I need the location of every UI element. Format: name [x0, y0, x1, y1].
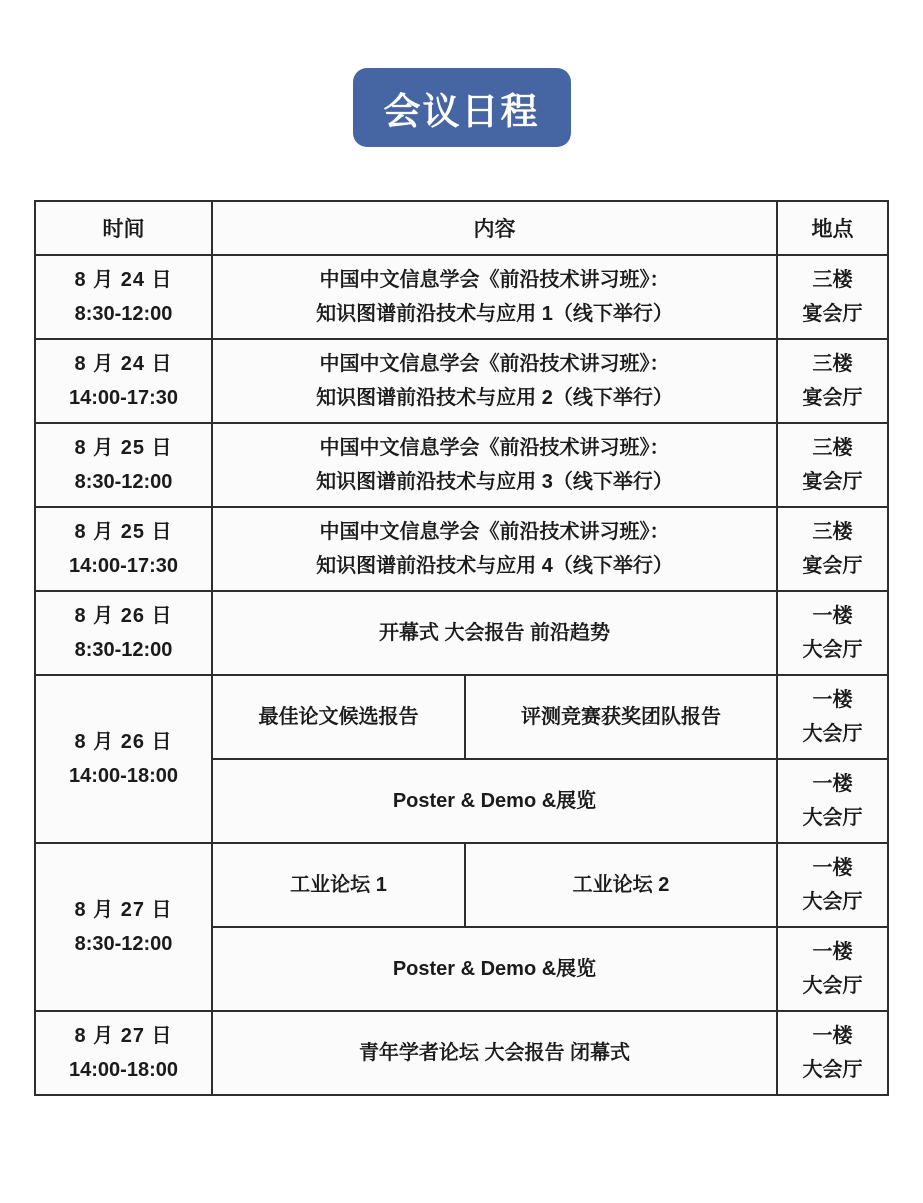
location-line: 三楼	[812, 437, 853, 459]
location-line: 宴会厅	[802, 471, 863, 493]
content-cell	[212, 507, 777, 591]
location-line: 大会厅	[802, 639, 863, 661]
time-range-text: 8:30-12:00	[74, 933, 173, 955]
location-line: 大会厅	[802, 975, 863, 997]
location-line: 一楼	[812, 605, 853, 627]
content-cell-left	[212, 843, 465, 927]
content-cell	[212, 339, 777, 423]
location-line: 大会厅	[802, 807, 863, 829]
location-cell	[777, 675, 888, 759]
location-cell	[777, 339, 888, 423]
location-line: 宴会厅	[802, 555, 863, 577]
location-line: 一楼	[812, 941, 853, 963]
table-row	[35, 591, 888, 675]
content-cell-right	[465, 675, 777, 759]
time-range-text: 14:00-18:00	[69, 765, 178, 787]
schedule-title-badge	[353, 68, 571, 147]
location-line: 三楼	[812, 353, 853, 375]
date-text: 8 月 26 日	[74, 605, 173, 627]
time-cell	[35, 591, 212, 675]
location-line: 一楼	[812, 857, 853, 879]
content-cell	[212, 1011, 777, 1095]
location-cell	[777, 927, 888, 1011]
time-range-text: 8:30-12:00	[74, 303, 173, 325]
table-row	[35, 843, 888, 927]
time-cell	[35, 255, 212, 339]
header-location: 地点	[777, 201, 888, 255]
time-cell	[35, 675, 212, 843]
event-line: 中国中文信息学会《前沿技术讲习班》：	[319, 353, 670, 375]
time-cell	[35, 507, 212, 591]
date-text: 8 月 24 日	[74, 353, 173, 375]
time-cell	[35, 843, 212, 1011]
location-line: 三楼	[812, 521, 853, 543]
location-line: 一楼	[812, 1025, 853, 1047]
event-line: Poster & Demo &展览	[392, 958, 597, 980]
table-row	[35, 1011, 888, 1095]
date-text: 8 月 25 日	[74, 437, 173, 459]
event-line: 工业论坛 1	[290, 874, 387, 896]
location-cell	[777, 423, 888, 507]
content-cell-right	[465, 843, 777, 927]
content-cell	[212, 759, 777, 843]
event-line: 评测竞赛获奖团队报告	[521, 706, 721, 728]
location-line: 大会厅	[802, 723, 863, 745]
schedule-title-text: 会议日程	[383, 90, 540, 132]
event-line: 知识图谱前沿技术与应用 1（线下举行）	[316, 303, 673, 325]
content-cell	[212, 255, 777, 339]
event-line: 知识图谱前沿技术与应用 4（线下举行）	[316, 555, 673, 577]
location-line: 一楼	[812, 689, 853, 711]
location-line: 宴会厅	[802, 303, 863, 325]
location-line: 一楼	[812, 773, 853, 795]
date-text: 8 月 24 日	[74, 269, 173, 291]
location-line: 三楼	[812, 269, 853, 291]
event-line: 工业论坛 2	[572, 874, 670, 896]
location-cell	[777, 255, 888, 339]
schedule-table	[34, 200, 889, 1096]
content-cell	[212, 927, 777, 1011]
location-cell	[777, 1011, 888, 1095]
location-cell	[777, 591, 888, 675]
location-line: 宴会厅	[802, 387, 863, 409]
header-content: 内容	[212, 201, 777, 255]
table-row	[35, 675, 888, 759]
event-line: 中国中文信息学会《前沿技术讲习班》：	[319, 269, 670, 291]
location-cell	[777, 507, 888, 591]
location-line: 大会厅	[802, 1059, 863, 1081]
event-line: 知识图谱前沿技术与应用 3（线下举行）	[316, 471, 673, 493]
header-time: 时间	[35, 201, 212, 255]
time-cell	[35, 423, 212, 507]
content-cell-left	[212, 675, 465, 759]
location-cell	[777, 759, 888, 843]
table-row	[35, 339, 888, 423]
time-cell	[35, 339, 212, 423]
content-cell	[212, 423, 777, 507]
location-line: 大会厅	[802, 891, 863, 913]
event-line: 知识图谱前沿技术与应用 2（线下举行）	[316, 387, 673, 409]
event-line: 青年学者论坛 大会报告 闭幕式	[358, 1042, 631, 1064]
date-text: 8 月 25 日	[74, 521, 173, 543]
time-cell	[35, 1011, 212, 1095]
event-line: 最佳论文候选报告	[258, 706, 419, 728]
date-text: 8 月 26 日	[74, 731, 173, 753]
content-cell	[212, 591, 777, 675]
time-range-text: 14:00-17:30	[69, 555, 178, 577]
table-row	[35, 507, 888, 591]
date-text: 8 月 27 日	[74, 899, 173, 921]
table-row	[35, 423, 888, 507]
event-line: 开幕式 大会报告 前沿趋势	[378, 622, 611, 644]
event-line: 中国中文信息学会《前沿技术讲习班》：	[319, 437, 670, 459]
time-range-text: 14:00-17:30	[69, 387, 178, 409]
time-range-text: 8:30-12:00	[74, 639, 173, 661]
event-line: Poster & Demo &展览	[392, 790, 597, 812]
location-cell	[777, 843, 888, 927]
time-range-text: 14:00-18:00	[69, 1059, 178, 1081]
date-text: 8 月 27 日	[74, 1025, 173, 1047]
event-line: 中国中文信息学会《前沿技术讲习班》：	[319, 521, 670, 543]
header-row	[35, 201, 888, 255]
time-range-text: 8:30-12:00	[74, 471, 173, 493]
table-row	[35, 255, 888, 339]
